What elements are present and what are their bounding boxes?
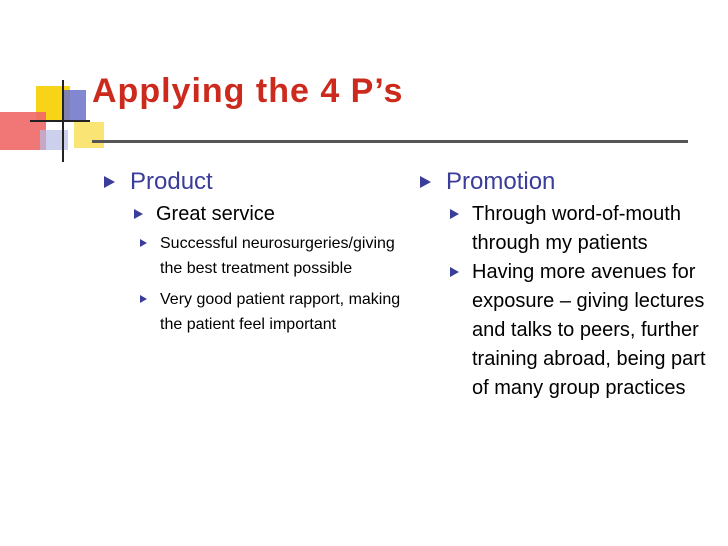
- list-item: [140, 287, 404, 337]
- list-item-text: Having more avenues for exposure – giving lectures and talks to peers, further training abroad, being part of many group practices: [472, 261, 706, 399]
- list-item-text: Successful neurosurgeries/giving the best treatment possible: [160, 235, 395, 277]
- bullet-icon: [140, 295, 147, 303]
- promotion-heading: [420, 166, 710, 198]
- list-item-text: Very good patient rapport, making the patient feel important: [160, 291, 401, 333]
- product-heading: [104, 166, 404, 198]
- list-item: [450, 258, 710, 403]
- title-divider: [92, 140, 688, 143]
- bullet-icon: [450, 209, 459, 219]
- great-service-item: [134, 200, 404, 229]
- slide-title: Applying the 4 P’s: [92, 72, 404, 110]
- great-service-text: Great service: [156, 203, 275, 225]
- list-item: [140, 231, 404, 281]
- left-column: [104, 166, 404, 337]
- bullet-icon: [134, 209, 143, 219]
- bullet-icon: [420, 176, 431, 188]
- product-heading-text: Product: [130, 168, 213, 195]
- promotion-heading-text: Promotion: [446, 168, 556, 195]
- bullet-icon: [450, 267, 459, 277]
- bullet-icon: [104, 176, 115, 188]
- bullet-icon: [140, 239, 147, 247]
- list-item-text: Through word-of-mouth through my patients: [472, 203, 681, 254]
- right-column: [420, 166, 710, 403]
- list-item: [450, 200, 710, 258]
